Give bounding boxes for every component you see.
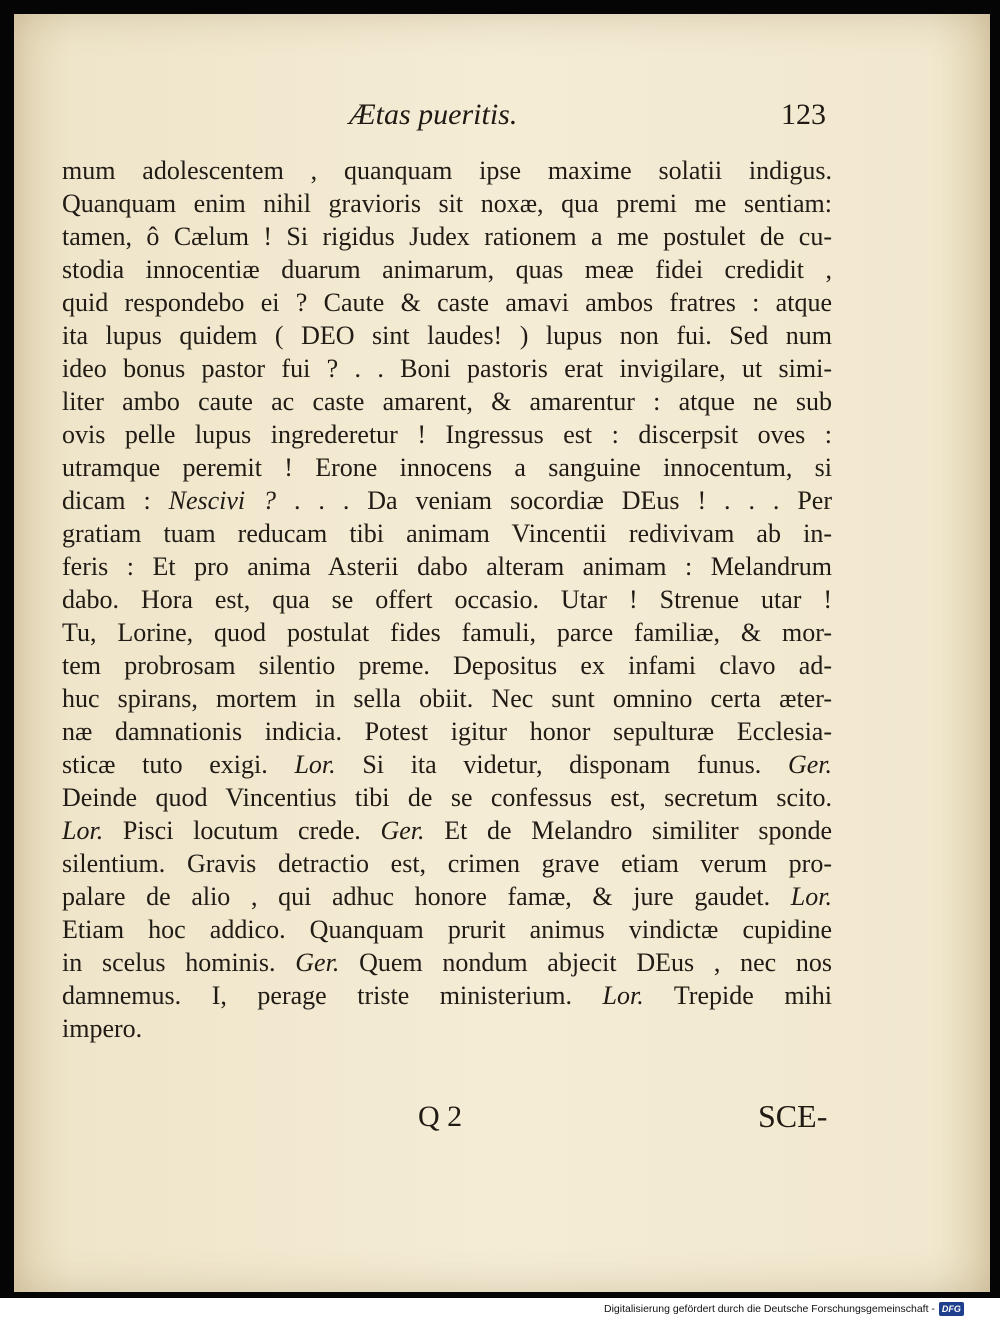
text-segment: næ damnationis indicia. Potest igitur honor sepulturæ Ecclesia- xyxy=(62,717,832,746)
text-segment: silentium. Gravis detractio est, crimen grave etiam verum pro- xyxy=(62,849,832,878)
text-segment: Pisci locutum crede. xyxy=(103,816,381,845)
text-line xyxy=(62,715,832,748)
text-line xyxy=(62,682,832,715)
text-segment: huc spirans, mortem in sella obiit. Nec sunt omnino certa æter- xyxy=(62,684,832,713)
text-segment: damnemus. I, perage triste ministerium. xyxy=(62,981,603,1010)
speaker-tag: Lor. xyxy=(62,816,104,845)
text-segment: Deinde quod Vincentius tibi de se confessus est, secretum scito. xyxy=(62,783,832,812)
body-text xyxy=(62,154,832,1045)
text-line xyxy=(62,913,832,946)
text-segment: liter ambo caute ac caste amarent, & amarentur : atque ne sub xyxy=(62,387,832,416)
text-segment: Quem nondum abjecit DEus , nec nos xyxy=(339,948,832,977)
running-head xyxy=(14,98,990,138)
text-segment: dabo. Hora est, qua se offert occasio. Utar ! Strenue utar ! xyxy=(62,585,832,614)
text-segment: Si ita videtur, disponam funus. xyxy=(335,750,788,779)
text-segment: gratiam tuam reducam tibi animam Vincentii redivivam ab in- xyxy=(62,519,832,548)
speaker-tag: Ger. xyxy=(380,816,425,845)
running-title: Ætas pueritis. xyxy=(349,98,518,131)
book-page xyxy=(14,14,990,1292)
text-line xyxy=(62,979,832,1012)
text-line xyxy=(62,517,832,550)
text-line xyxy=(62,616,832,649)
text-segment: ideo bonus pastor fui ? . . Boni pastoris erat invigilare, ut simi- xyxy=(62,354,832,383)
text-line xyxy=(62,319,832,352)
dfg-logo: DFG xyxy=(939,1302,964,1316)
text-line xyxy=(62,583,832,616)
text-line xyxy=(62,154,832,187)
digitization-credit xyxy=(604,1301,964,1317)
text-segment: mum adolescentem , quanquam ipse maxime solatii indigus. xyxy=(62,156,832,185)
text-line xyxy=(62,451,832,484)
text-segment: feris : Et pro anima Asterii dabo alteram animam : Melandrum xyxy=(62,552,832,581)
text-segment: ovis pelle lupus ingrederetur ! Ingressus est : discerpsit oves : xyxy=(62,420,832,449)
text-segment: stodia innocentiæ duarum animarum, quas meæ fidei credidit , xyxy=(62,255,832,284)
text-line xyxy=(62,550,832,583)
text-segment: . . . Da veniam socordiæ DEus ! . . . Per xyxy=(276,486,832,515)
text-segment: Et de Melandro similiter sponde xyxy=(424,816,832,845)
text-segment: ita lupus quidem ( DEO sint laudes! ) lupus non fui. Sed num xyxy=(62,321,832,350)
speaker-tag: Nescivi ? xyxy=(168,486,277,515)
catchword: SCE- xyxy=(758,1098,828,1134)
text-segment: Tu, Lorine, quod postulat fides famuli, parce familiæ, & mor- xyxy=(62,618,832,647)
text-line xyxy=(62,220,832,253)
text-line xyxy=(62,880,832,913)
credit-text: Digitalisierung gefördert durch die Deutsche Forschungsgemeinschaft - xyxy=(604,1303,935,1315)
text-segment: palare de alio , qui adhuc honore famæ, & jure gaudet. xyxy=(62,882,791,911)
speaker-tag: Ger. xyxy=(787,750,832,779)
text-segment: dicam : xyxy=(62,486,169,515)
text-line xyxy=(62,385,832,418)
text-segment: Quanquam enim nihil gravioris sit noxæ, qua premi me sentiam: xyxy=(62,189,832,218)
text-line xyxy=(62,187,832,220)
text-line xyxy=(62,1012,832,1045)
text-segment: Trepide mihi xyxy=(643,981,832,1010)
speaker-tag: Lor. xyxy=(602,981,644,1010)
signature-mark: Q 2 xyxy=(418,1100,463,1133)
speaker-tag: Ger. xyxy=(295,948,340,977)
text-line xyxy=(62,286,832,319)
text-line xyxy=(62,748,832,781)
text-line xyxy=(62,814,832,847)
text-segment: in scelus hominis. xyxy=(62,948,296,977)
text-segment: sticæ tuto exigi. xyxy=(62,750,295,779)
text-line xyxy=(62,253,832,286)
text-segment: tamen, ô Cælum ! Si rigidus Judex rationem a me postulet de cu- xyxy=(62,222,832,251)
speaker-tag: Lor. xyxy=(790,882,832,911)
text-segment: tem probrosam silentio preme. Depositus ex infami clavo ad- xyxy=(62,651,832,680)
text-line xyxy=(62,418,832,451)
page-number: 123 xyxy=(781,98,826,131)
text-line xyxy=(62,352,832,385)
speaker-tag: Lor. xyxy=(294,750,336,779)
text-line xyxy=(62,484,832,517)
text-line xyxy=(62,946,832,979)
text-segment: impero. xyxy=(62,1014,143,1043)
text-line xyxy=(62,649,832,682)
text-line xyxy=(62,847,832,880)
text-segment: quid respondebo ei ? Caute & caste amavi ambos fratres : atque xyxy=(62,288,832,317)
text-line xyxy=(62,781,832,814)
text-segment: Etiam hoc addico. Quanquam prurit animus vindictæ cupidine xyxy=(62,915,832,944)
text-segment: utramque peremit ! Erone innocens a sanguine innocentum, si xyxy=(62,453,832,482)
